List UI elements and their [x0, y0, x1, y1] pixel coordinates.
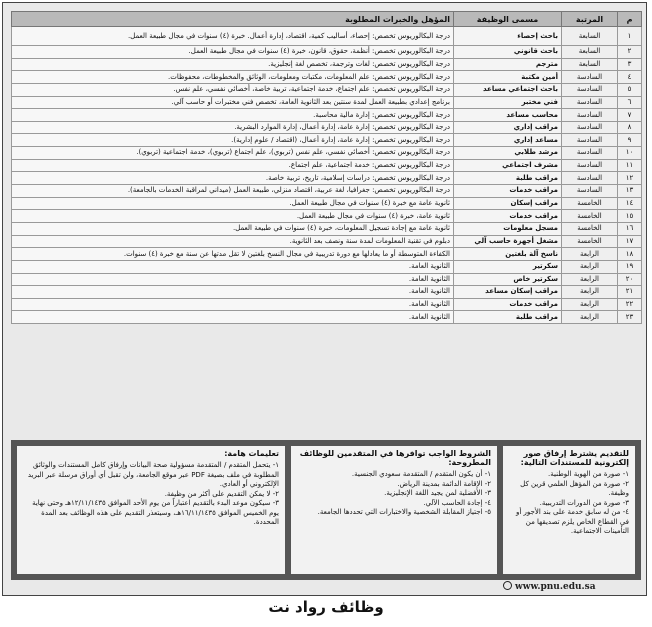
header-num: م: [618, 12, 642, 27]
row-qualifications: درجة البكالوريوس تخصص: جغرافيا، لغة عربية، اقتصاد منزلي، طبيعة العمل (ميداني لمراقبة الخدمات بالجامعة).: [12, 185, 454, 198]
row-number: ٢٢: [618, 298, 642, 311]
row-job-title: مراقب إسكان: [454, 197, 562, 210]
documents-box: [503, 446, 635, 574]
table-row: [12, 298, 642, 311]
row-rank: السادسة: [562, 159, 618, 172]
header-title: مسمى الوظيفة: [454, 12, 562, 27]
table-row: [12, 96, 642, 109]
row-rank: الرابعة: [562, 286, 618, 299]
row-rank: السادسة: [562, 109, 618, 122]
row-qualifications: درجة البكالوريوس تخصص: إدارة عامة، إدارة أعمال، إدارة الموارد البشرية.: [12, 121, 454, 134]
row-rank: السادسة: [562, 121, 618, 134]
row-number: ١: [618, 27, 642, 46]
row-number: ١٣: [618, 185, 642, 198]
instructions-heading: تعليمات هامة:: [224, 449, 279, 458]
row-number: ٢١: [618, 286, 642, 299]
row-job-title: مشغل أجهزة حاسب آلي: [454, 235, 562, 248]
table-row: [12, 273, 642, 286]
instructions-item: ٣- سيكون موعد البدء بالتقديم اعتباراً من يوم الأحد الموافق ١٢/١١/١٤٣٥هـ وحتى نهاية يوم الخميس الموافق ١٦/١١/١٤٣٥هـ، وسيتعذر التقديم على هذه الوظائف بعد المدة المحددة.: [32, 499, 279, 526]
row-rank: الخامسة: [562, 197, 618, 210]
row-number: ١٤: [618, 197, 642, 210]
row-qualifications: درجة البكالوريوس تخصص: علم اجتماع، خدمة اجتماعية، تربية خاصة، أخصائي نفسي، علم نفس.: [12, 83, 454, 96]
table-row: [12, 159, 642, 172]
row-qualifications: درجة البكالوريوس تخصص: أخصائي نفسي، علم نفس (تربوي)، علم اجتماع (تربوي)، خدمة اجتماعية (تربوي).: [12, 147, 454, 160]
table-row: [12, 235, 642, 248]
row-rank: السادسة: [562, 147, 618, 160]
row-number: ١٧: [618, 235, 642, 248]
row-qualifications: الثانوية العامة.: [12, 311, 454, 324]
row-number: ٤: [618, 71, 642, 84]
table-row: [12, 185, 642, 198]
row-job-title: مراقب خدمات: [454, 298, 562, 311]
table-row: [12, 71, 642, 84]
table-row: [12, 172, 642, 185]
row-job-title: مراقب خدمات: [454, 185, 562, 198]
row-qualifications: درجة البكالوريوس تخصص: إدارة مالية محاسبة.: [12, 109, 454, 122]
documents-item: ٣- صورة من الدورات التدريبية.: [539, 498, 629, 507]
table-row: [12, 210, 642, 223]
row-job-title: مراقب إداري: [454, 121, 562, 134]
row-qualifications: الثانوية العامة.: [12, 298, 454, 311]
table-row: [12, 222, 642, 235]
row-rank: الرابعة: [562, 273, 618, 286]
row-rank: الرابعة: [562, 298, 618, 311]
row-number: ٧: [618, 109, 642, 122]
row-number: ١١: [618, 159, 642, 172]
row-rank: الرابعة: [562, 248, 618, 261]
documents-item: ٤- من له سابق خدمة على بند الأجور أو في القطاع الخاص يلزم تصديقها من التأمينات الاجتماعية.: [516, 508, 629, 535]
table-row: [12, 248, 642, 261]
row-number: ٨: [618, 121, 642, 134]
conditions-box: [291, 446, 497, 574]
row-job-title: أمين مكتبة: [454, 71, 562, 84]
header-qualifications: المؤهل والخبرات المطلوبة: [12, 12, 454, 27]
row-qualifications: درجة البكالوريوس تخصص: أنظمة، حقوق، قانون، خبرة (٤) سنوات في مجال طبيعة العمل.: [12, 46, 454, 59]
row-number: ١٩: [618, 260, 642, 273]
row-job-title: مساعد إداري: [454, 134, 562, 147]
row-rank: الرابعة: [562, 260, 618, 273]
conditions-item: ٢- الإقامة الدائمة بمدينة الرياض.: [397, 479, 491, 488]
row-rank: الرابعة: [562, 311, 618, 324]
documents-heading: للتقديم يشترط إرفاق صور إلكترونية للمستندات التالية:: [520, 449, 629, 467]
row-job-title: فني مختبر: [454, 96, 562, 109]
row-qualifications: درجة البكالوريوس تخصص: إدارة عامة، إدارة أعمال، (اقتصاد / علوم إدارية).: [12, 134, 454, 147]
row-number: ١٥: [618, 210, 642, 223]
row-qualifications: ثانوية عامة مع إجادة تسجيل المعلومات، خبرة (٤) سنوات في طبيعة العمل.: [12, 222, 454, 235]
table-row: [12, 260, 642, 273]
row-job-title: سكرتير خاص: [454, 273, 562, 286]
instructions-item: ٢- لا يمكن التقديم على أكثر من وظيفة.: [164, 489, 279, 498]
row-job-title: مترجم: [454, 58, 562, 71]
requirements-panel: [11, 440, 641, 580]
row-number: ١٠: [618, 147, 642, 160]
table-row: [12, 134, 642, 147]
row-job-title: سكرتير: [454, 260, 562, 273]
row-qualifications: درجة البكالوريوس تخصص: لغات وترجمة، تخصص لغة إنجليزية.: [12, 58, 454, 71]
row-rank: السادسة: [562, 96, 618, 109]
table-row: [12, 197, 642, 210]
row-number: ٢٣: [618, 311, 642, 324]
table-row: [12, 147, 642, 160]
row-number: ١٦: [618, 222, 642, 235]
web-icon: [503, 581, 512, 590]
row-job-title: مسجل معلومات: [454, 222, 562, 235]
row-qualifications: الثانوية العامة.: [12, 273, 454, 286]
documents-item: ١- صورة من الهوية الوطنية.: [548, 470, 629, 478]
row-number: ٩: [618, 134, 642, 147]
row-number: ٦: [618, 96, 642, 109]
conditions-item: ٤- إجادة الحاسب الآلي.: [423, 498, 491, 507]
row-job-title: باحث قانوني: [454, 46, 562, 59]
row-number: ٢٠: [618, 273, 642, 286]
row-number: ٢: [618, 46, 642, 59]
table-row: [12, 27, 642, 46]
table-row: [12, 311, 642, 324]
row-qualifications: ثانوية عامة، خبرة (٤) سنوات في مجال طبيعة العمل.: [12, 210, 454, 223]
documents-item: ٢- صورة من المؤهل العلمي قرين كل وظيفة.: [520, 479, 629, 497]
row-job-title: مراقب خدمات: [454, 210, 562, 223]
job-announcement-sheet: [2, 2, 647, 596]
jobs-table: [11, 11, 642, 324]
footer-caption: وظائف رواد نت: [268, 598, 384, 616]
row-qualifications: درجة البكالوريوس تخصص: دراسات إسلامية، تاريخ، تربية خاصة.: [12, 172, 454, 185]
row-rank: السادسة: [562, 83, 618, 96]
conditions-heading: الشروط الواجب توافرها في المتقدمين للوظائف المطروحة:: [299, 449, 491, 467]
row-rank: السابعة: [562, 46, 618, 59]
row-qualifications: درجة البكالوريوس تخصص: خدمة اجتماعية، علم اجتماع.: [12, 159, 454, 172]
instructions-box: [17, 446, 285, 574]
row-qualifications: درجة البكالوريوس تخصص: إحصاء، أساليب كمية، اقتصاد، إدارة أعمال. خبرة (٤) سنوات في مجال طبيعة العمل.: [12, 27, 454, 46]
conditions-item: ٥- اجتياز المقابلة الشخصية والاختبارات التي تحددها الجامعة.: [317, 508, 491, 516]
row-qualifications: الثانوية العامة.: [12, 286, 454, 299]
table-row: [12, 286, 642, 299]
conditions-item: ١- أن يكون المتقدم / المتقدمة سعودي الجنسية.: [351, 470, 491, 478]
jobs-table-body: [12, 27, 642, 324]
row-rank: السابعة: [562, 27, 618, 46]
table-row: [12, 58, 642, 71]
row-qualifications: دبلوم في تقنية المعلومات لمدة سنة ونصف بعد الثانوية.: [12, 235, 454, 248]
conditions-item: ٣- الأفضلية لمن يجيد اللغة الإنجليزية.: [384, 489, 491, 497]
row-number: ٣: [618, 58, 642, 71]
row-job-title: مراقب طلبة: [454, 172, 562, 185]
row-qualifications: الثانوية العامة.: [12, 260, 454, 273]
row-job-title: مشرف اجتماعي: [454, 159, 562, 172]
website-url-text: www.pnu.edu.sa: [515, 582, 596, 592]
row-qualifications: ثانوية عامة مع خبرة (٤) سنوات في مجال طبيعة العمل.: [12, 197, 454, 210]
table-row: [12, 109, 642, 122]
row-number: ٥: [618, 83, 642, 96]
header-rank: المرتبة: [562, 12, 618, 27]
row-job-title: باحث إحصاء: [454, 27, 562, 46]
row-rank: الخامسة: [562, 235, 618, 248]
row-job-title: باحث اجتماعي مساعد: [454, 83, 562, 96]
row-number: ١٨: [618, 248, 642, 261]
row-rank: السادسة: [562, 172, 618, 185]
row-number: ١٢: [618, 172, 642, 185]
row-rank: الخامسة: [562, 222, 618, 235]
row-rank: السادسة: [562, 134, 618, 147]
row-rank: السادسة: [562, 185, 618, 198]
table-row: [12, 46, 642, 59]
row-rank: السادسة: [562, 71, 618, 84]
row-job-title: محاسب مساعد: [454, 109, 562, 122]
row-qualifications: برنامج إعدادي بطبيعة العمل لمدة سنتين بعد الثانوية العامة، تخصص فني مختبرات أو حاسب آلي.: [12, 96, 454, 109]
row-job-title: مراقب إسكان مساعد: [454, 286, 562, 299]
website-url[interactable]: [503, 581, 596, 592]
instructions-item: ١- يتحمل المتقدم / المتقدمة مسؤولية صحة البيانات وإرفاق كامل المستندات والوثائق المطلوبة في ملف بصيغة PDF عبر موقع الجامعة، ولن تقبل أي أوراق مرسلة عبر البريد الإلكتروني أو العادي.: [27, 461, 279, 488]
row-job-title: مراقب طلبة: [454, 311, 562, 324]
row-job-title: ناسخ آلة بلغتين: [454, 248, 562, 261]
row-qualifications: الكفاءة المتوسطة أو ما يعادلها مع دورة تدريبية في مجال النسخ بلغتين لا تقل مدتها عن سنة مع خبرة (٤) سنوات.: [12, 248, 454, 261]
row-qualifications: درجة البكالوريوس تخصص: علم المعلومات، مكتبات ومعلومات، الوثائق والمخطوطات، محفوظات.: [12, 71, 454, 84]
table-row: [12, 121, 642, 134]
row-job-title: مرشد طلابي: [454, 147, 562, 160]
table-header-row: [12, 12, 642, 27]
table-row: [12, 83, 642, 96]
row-rank: الخامسة: [562, 210, 618, 223]
row-rank: السابعة: [562, 58, 618, 71]
